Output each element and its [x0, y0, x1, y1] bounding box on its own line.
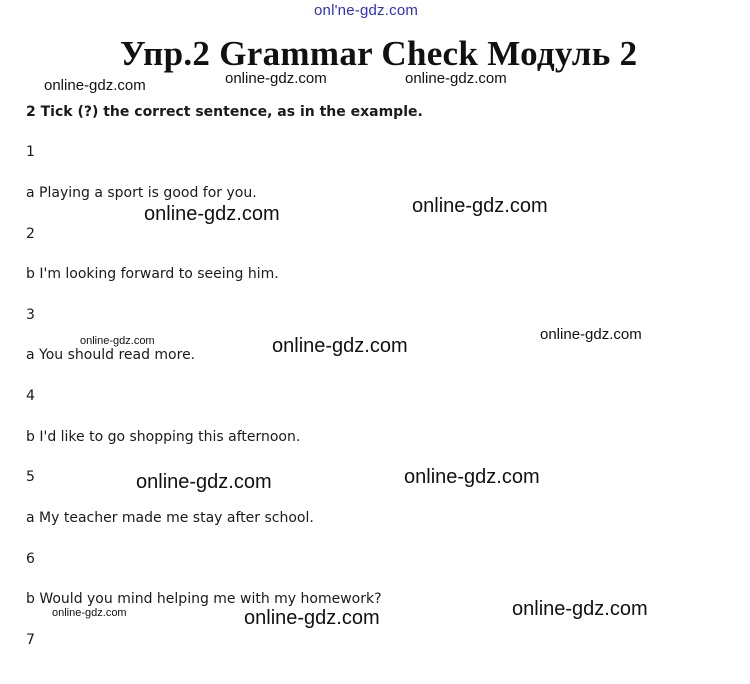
- item-number: 4: [26, 388, 35, 404]
- watermark: online-gdz.com: [412, 195, 548, 217]
- item-number: 1: [26, 144, 35, 160]
- watermark: online-gdz.com: [144, 203, 280, 225]
- item-number: 6: [26, 551, 35, 567]
- item-number: 5: [26, 469, 35, 485]
- item-number: 3: [26, 307, 35, 323]
- item-answer: a Playing a sport is good for you.: [26, 185, 257, 201]
- watermark: online-gdz.com: [52, 607, 127, 619]
- watermark: online-gdz.com: [540, 326, 642, 343]
- watermark: online-gdz.com: [405, 70, 507, 87]
- item-answer: b I'm looking forward to seeing him.: [26, 266, 279, 282]
- watermark: online-gdz.com: [272, 335, 408, 357]
- item-answer: b Would you mind helping me with my homework?: [26, 591, 382, 607]
- watermark: online-gdz.com: [80, 335, 155, 347]
- item-answer: a My teacher made me stay after school.: [26, 510, 314, 526]
- item-answer: b I'd like to go shopping this afternoon.: [26, 429, 301, 445]
- watermark: online-gdz.com: [44, 77, 146, 94]
- page-title: Упр.2 Grammar Check Модуль 2: [120, 34, 638, 73]
- watermark: online-gdz.com: [512, 598, 648, 620]
- item-number: 7: [26, 632, 35, 648]
- watermark: online-gdz.com: [404, 466, 540, 488]
- watermark: online-gdz.com: [244, 607, 380, 629]
- item-answer: a You should read more.: [26, 347, 196, 363]
- item-number: 2: [26, 226, 35, 242]
- site-header-watermark: onl'ne-gdz.com: [314, 2, 419, 19]
- exercise-instruction: 2 Tick (?) the correct sentence, as in the example.: [26, 104, 423, 120]
- watermark: online-gdz.com: [225, 70, 327, 87]
- watermark: online-gdz.com: [136, 471, 272, 493]
